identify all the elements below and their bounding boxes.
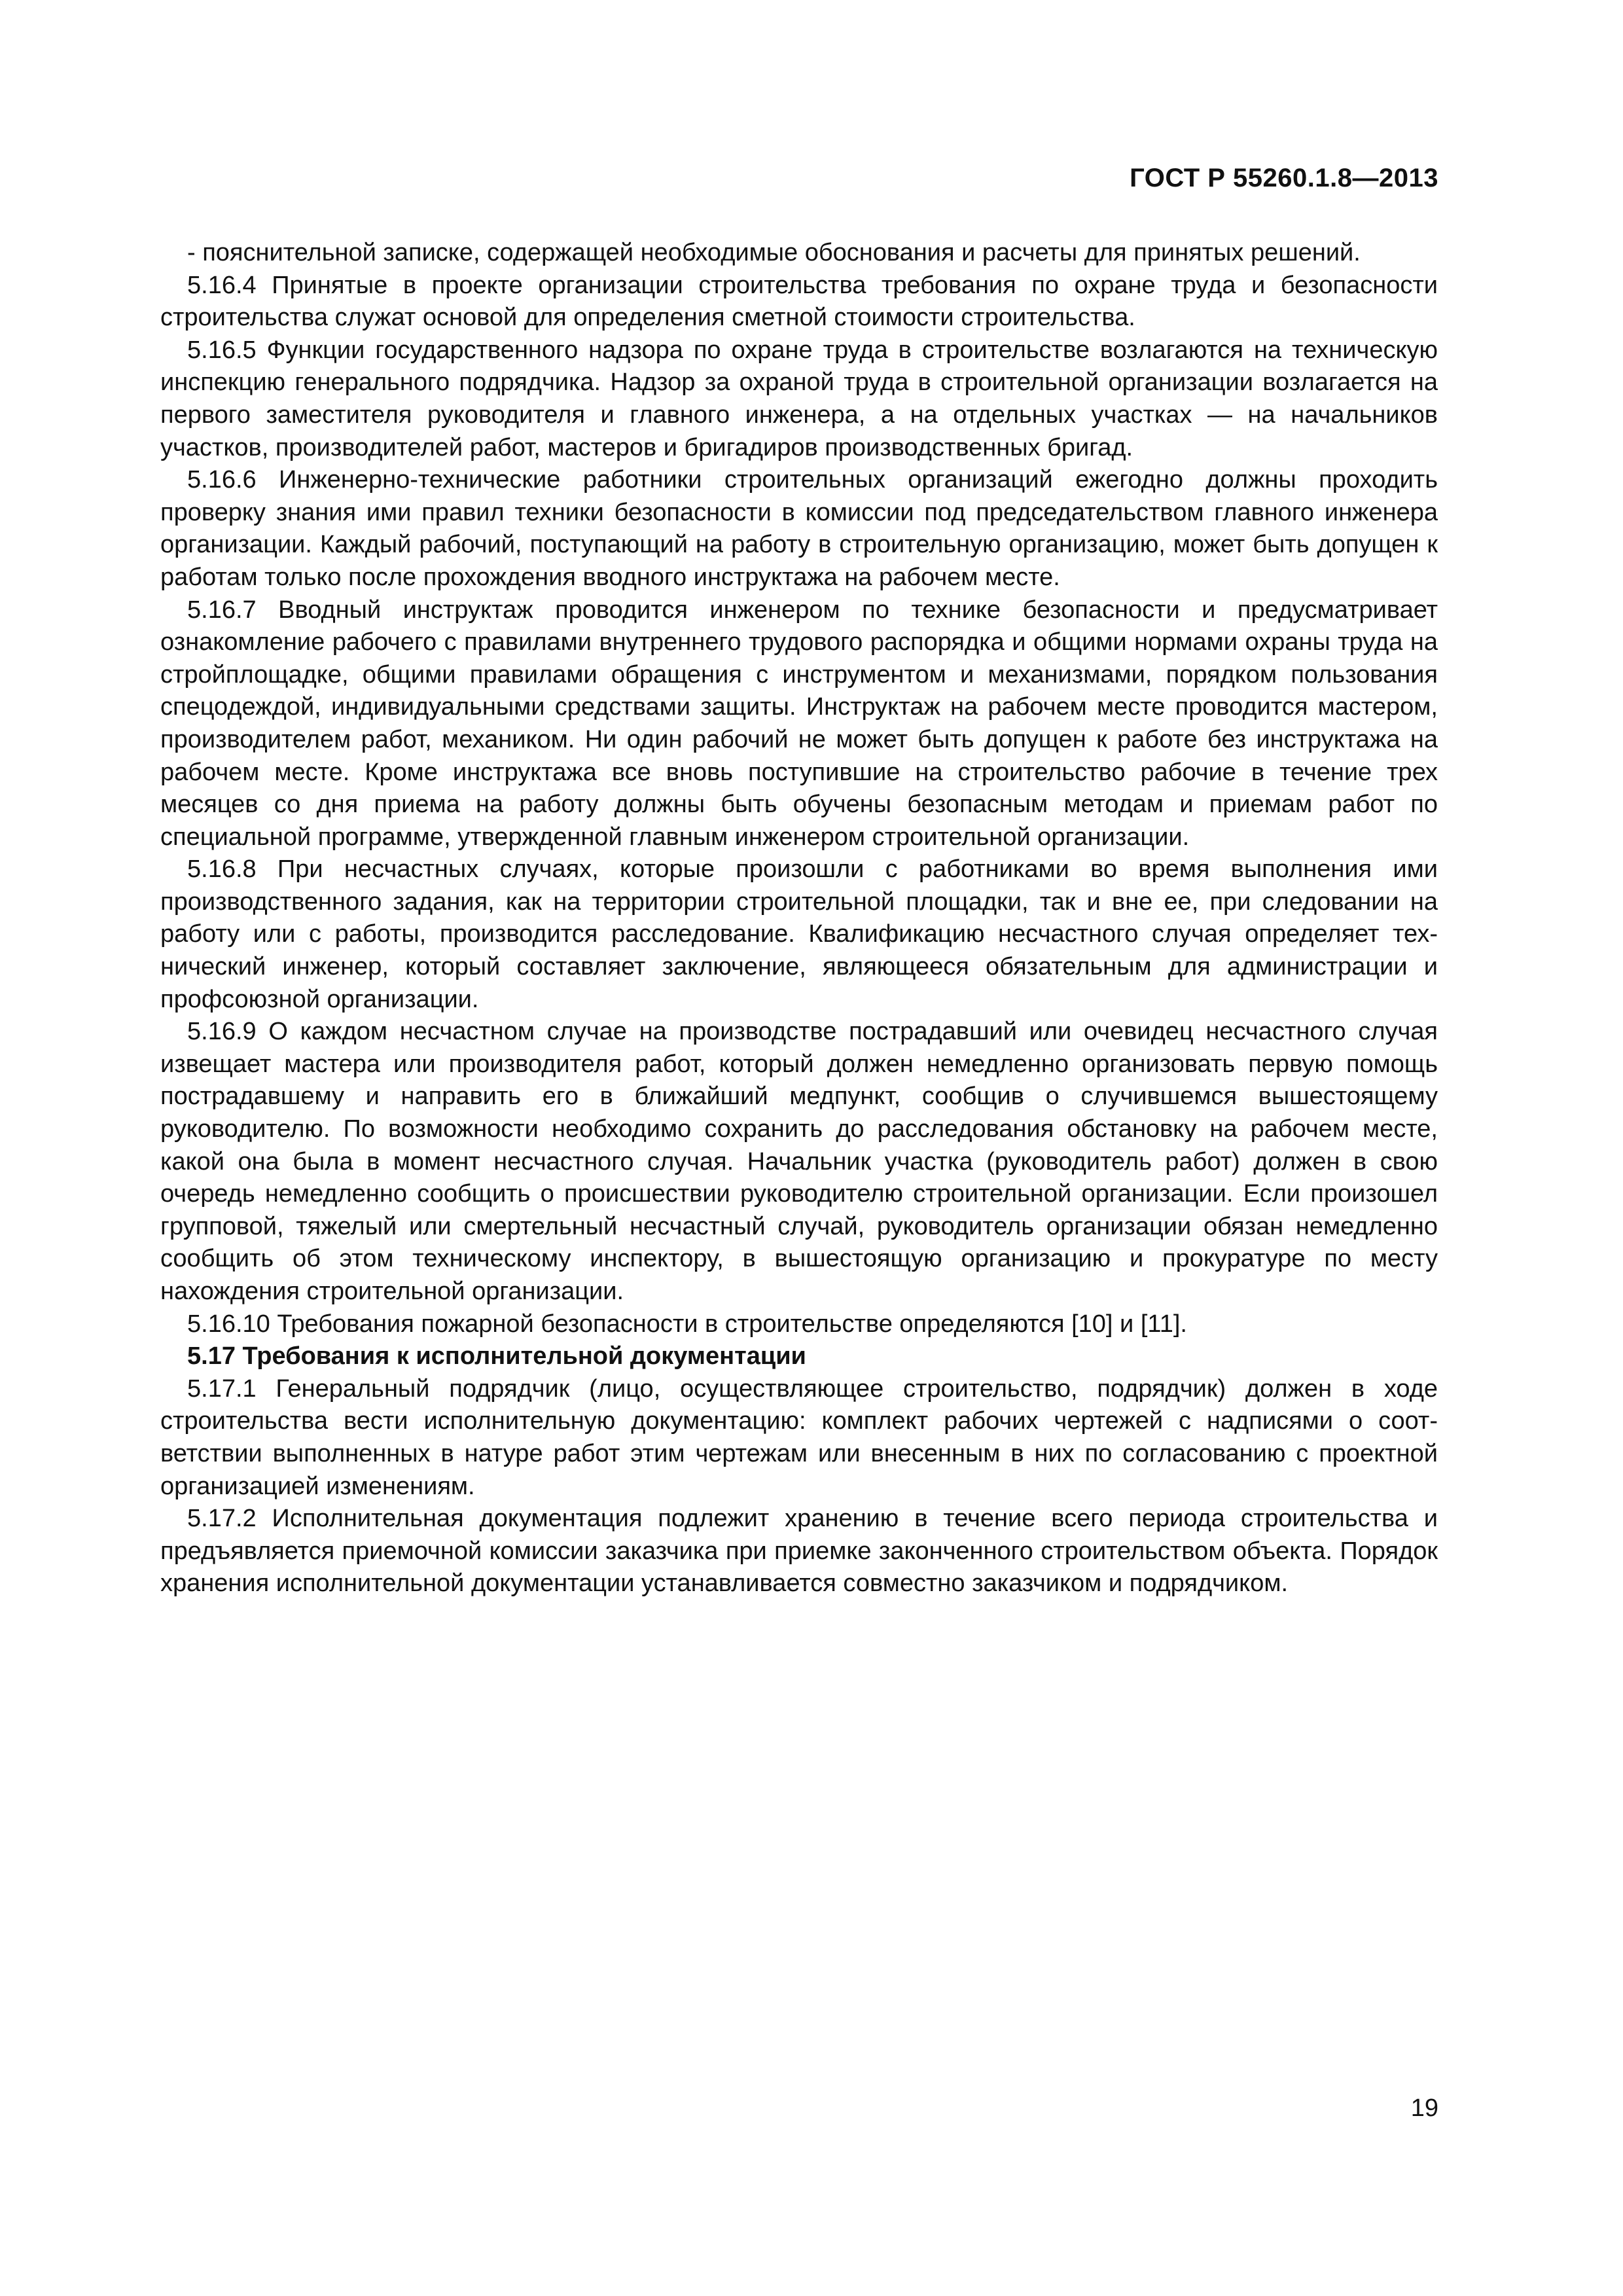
paragraph-5-17-1: 5.17.1 Генеральный подрядчик (лицо, осуществляющее строительство, подрядчик) должен в ходе строительства вести исполнительную документацию: комплект рабочих чертежей с надписями о соответствии выполненных в натуре работ этим чертежам или внесенным в них по согласованию с проектной организацией изменениям. bbox=[160, 1374, 1438, 1500]
paragraph-explanatory-note: - пояснительной записке, содержащей необходимые обоснования и расчеты для принятых решений. bbox=[187, 239, 1361, 266]
paragraph-5-16-4: 5.16.4 Принятые в проекте организации строительства требования по охране труда и безопасности строительства служат основой для определения сметной стоимости строительства. bbox=[160, 271, 1438, 332]
document-body bbox=[160, 237, 1438, 1600]
paragraph-5-16-10: 5.16.10 Требования пожарной безопасности в строительстве определяются [10] и [11]. bbox=[187, 1310, 1187, 1338]
paragraph-5-16-8: 5.16.8 При несчастных случаях, которые произошли с работниками во время выполнения ими производственного задания, как на территории строительной площадки, так и вне ее, при следовании на работу или с работы, производится расследование. Квалификацию несчастного случая определяет технический инженер, который составляет заключение, являющееся обязательным для администрации и профсоюзной организации. bbox=[160, 855, 1438, 1013]
paragraph-5-16-5: 5.16.5 Функции государственного надзора по охране труда в строительстве возлагаются на техническую инспекцию генерального подрядчика. Надзор за охраной труда в строительной организации возлагается на первого заместителя руководителя и главного инженера, а на отдельных участках — на начальников участков, производителей работ, мастеров и бригадиров производственных бригад. bbox=[160, 336, 1438, 461]
section-heading-5-17: 5.17 Требования к исполнительной документации bbox=[187, 1342, 806, 1371]
page-number: 19 bbox=[1410, 2094, 1438, 2122]
paragraph-5-16-7: 5.16.7 Вводный инструктаж проводится инженером по технике безопасности и предусматривает ознакомление рабочего с правилами внутреннего трудового распорядка и общими нормами охраны труда на стройплощадке, общими правилами обращения с инструментом и механизмами, порядком пользования спецодеждой, индивидуальными средствами защиты. Инструктаж на рабочем месте проводится мастером, производителем работ, механиком. Ни один рабочий не может быть допущен к работе без инструктажа на рабочем месте. Кроме инструктажа все вновь поступившие на строительство рабочие в течение трех месяцев со дня приема на работу должны быть обучены безопасным методам и приемам работ по специальной программе, утвержденной главным инженером строительной организации. bbox=[160, 596, 1438, 851]
document-code: ГОСТ Р 55260.1.8—2013 bbox=[1130, 164, 1438, 192]
paragraph-5-17-2: 5.17.2 Исполнительная документация подлежит хранению в течение всего периода строительства и предъявляется приемочной комиссии заказчика при приемке законченного строительством объекта. Порядок хранения исполнительной документации устанавливается совместно заказчиком и подрядчиком. bbox=[160, 1505, 1438, 1598]
paragraph-5-16-9: 5.16.9 О каждом несчастном случае на производстве пострадавший или очевидец несчастного случая извещает мастера или производителя работ, который должен немедленно организовать первую помощь пострадавшему и направить его в ближайший медпункт, сообщив о случившемся вышестоящему руководителю. По возможности необходимо сохранить до расследования обстановку на рабочем месте, какой она была в момент несчастного случая. Начальник участка (руководитель работ) должен в свою очередь немедленно сообщить о происшествии руководителю строительной организации. Если произошел групповой, тяжелый или смертельный несчастный случай, руководитель организации обязан немедленно сообщить об этом техническому инспектору, в вышестоящую организацию и прокуратуре по месту нахождения строительной организации. bbox=[160, 1018, 1438, 1305]
paragraph-5-16-6: 5.16.6 Инженерно-технические работники строительных организаций ежегодно должны проходить проверку знания ими правил техники безопасности в комиссии под председательством главного инженера организации. Каждый рабочий, поступающий на работу в строительную организацию, может быть допущен к работам только после прохождения вводного инструктажа на рабочем месте. bbox=[160, 466, 1438, 591]
